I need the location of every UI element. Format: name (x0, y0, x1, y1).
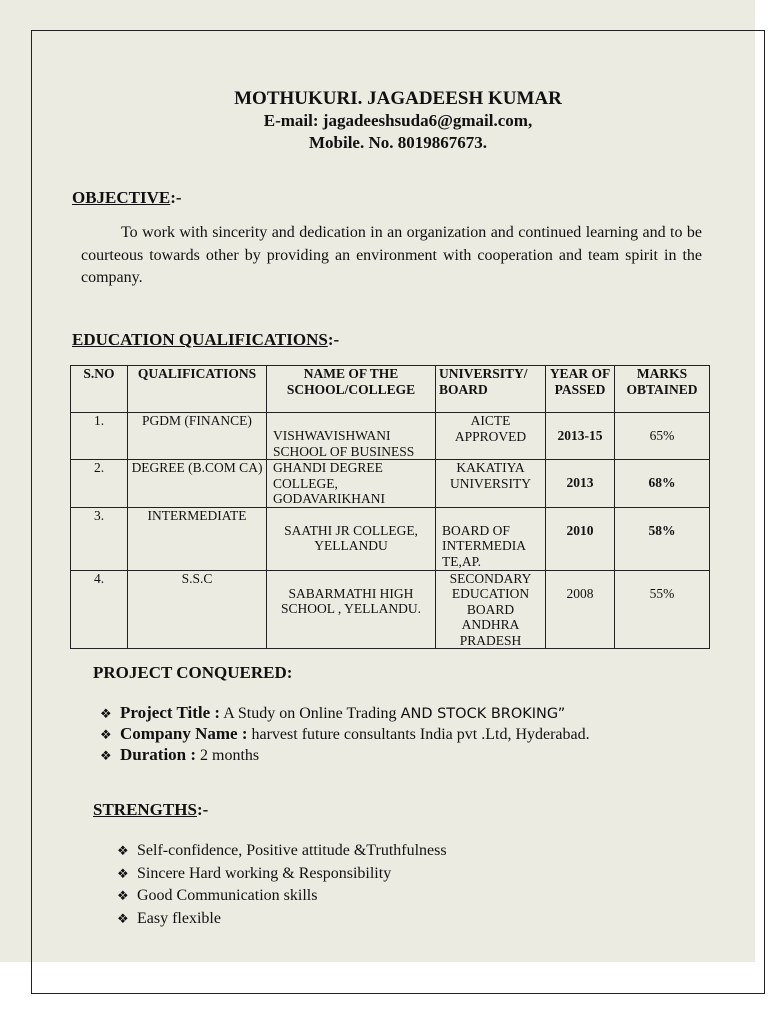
cell-marks: 65% (615, 413, 710, 460)
column-header-qualifications: QUALIFICATIONS (128, 366, 267, 413)
objective-text: To work with sincerity and dedication in an organization and continued learning and to be courteous towards other by providing an environment with cooperation and team spirit in the company. (81, 224, 702, 286)
education-heading: EDUCATION QUALIFICATIONS:- (72, 330, 340, 349)
email-line: E-mail: jagadeeshsuda6@gmail.com, (263, 111, 533, 130)
diamond-bullet-icon: ❖ (117, 843, 129, 858)
diamond-bullet-icon: ❖ (100, 727, 112, 742)
mobile-line: Mobile. No. 8019867673. (308, 133, 488, 152)
education-table (70, 365, 710, 649)
strengths-list (117, 840, 447, 930)
column-header-board: UNIVERSITY/ BOARD (436, 366, 546, 413)
list-item: ❖ Easy flexible (117, 908, 447, 931)
cell-school: GHANDI DEGREE COLLEGE, GODAVARIKHANI (267, 460, 436, 508)
cell-year: 2013-15 (546, 413, 615, 460)
cell-year: 2010 (546, 507, 615, 570)
cell-qualification: DEGREE (B.COM CA) (128, 460, 267, 508)
cell-sno: 4. (71, 570, 128, 649)
cell-qualification: S.S.C (128, 570, 267, 649)
strengths-heading: STRENGTHS:- (93, 800, 209, 819)
cell-board: SECONDARY EDUCATION BOARD ANDHRA PRADESH (436, 570, 546, 649)
list-item: ❖ Good Communication skills (117, 885, 447, 908)
cell-year: 2013 (546, 460, 615, 508)
list-item: ❖ Duration : 2 months (100, 745, 260, 764)
table-row (71, 570, 710, 649)
cell-board: BOARD OF INTERMEDIA TE,AP. (436, 507, 546, 570)
table-row (71, 507, 710, 570)
cell-marks: 68% (615, 460, 710, 508)
cell-school: VISHWAVISHWANI SCHOOL OF BUSINESS (267, 413, 436, 460)
objective-heading: OBJECTIVE:- (72, 188, 182, 207)
diamond-bullet-icon: ❖ (100, 706, 112, 721)
cell-sno: 1. (71, 413, 128, 460)
cell-sno: 2. (71, 460, 128, 508)
cell-qualification: INTERMEDIATE (128, 507, 267, 570)
table-row (71, 460, 710, 508)
list-item: ❖ Project Title : A Study on Online Trading AND STOCK BROKING” (100, 703, 566, 722)
column-header-sno: S.NO (71, 366, 128, 413)
table-header-row (71, 366, 710, 413)
diamond-bullet-icon: ❖ (117, 865, 129, 881)
project-list (100, 703, 590, 766)
cell-sno: 3. (71, 507, 128, 570)
candidate-name: MOTHUKURI. JAGADEESH KUMAR (234, 88, 562, 109)
list-item: ❖ Sincere Hard working & Responsibility (117, 863, 447, 886)
cell-school: SAATHI JR COLLEGE, YELLANDU (267, 507, 436, 570)
cell-marks: 58% (615, 507, 710, 570)
cell-qualification: PGDM (FINANCE) (128, 413, 267, 460)
column-header-year: YEAR OF PASSED (546, 366, 615, 413)
diamond-bullet-icon: ❖ (117, 888, 129, 903)
cell-school: SABARMATHI HIGH SCHOOL , YELLANDU. (267, 570, 436, 649)
column-header-school: NAME OF THE SCHOOL/COLLEGE (267, 366, 436, 413)
column-header-marks: MARKS OBTAINED (615, 366, 710, 413)
diamond-bullet-icon: ❖ (100, 748, 112, 763)
cell-marks: 55% (615, 570, 710, 649)
list-item: ❖ Company Name : harvest future consultants India pvt .Ltd, Hyderabad. (100, 724, 590, 743)
diamond-bullet-icon: ❖ (117, 910, 129, 926)
cell-board: KAKATIYA UNIVERSITY (436, 460, 546, 508)
cell-year: 2008 (546, 570, 615, 649)
list-item: ❖ Self-confidence, Positive attitude &Truthfulness (117, 840, 447, 863)
cell-board: AICTE APPROVED (436, 413, 546, 460)
project-heading: PROJECT CONQUERED: (93, 663, 293, 682)
table-row (71, 413, 710, 460)
